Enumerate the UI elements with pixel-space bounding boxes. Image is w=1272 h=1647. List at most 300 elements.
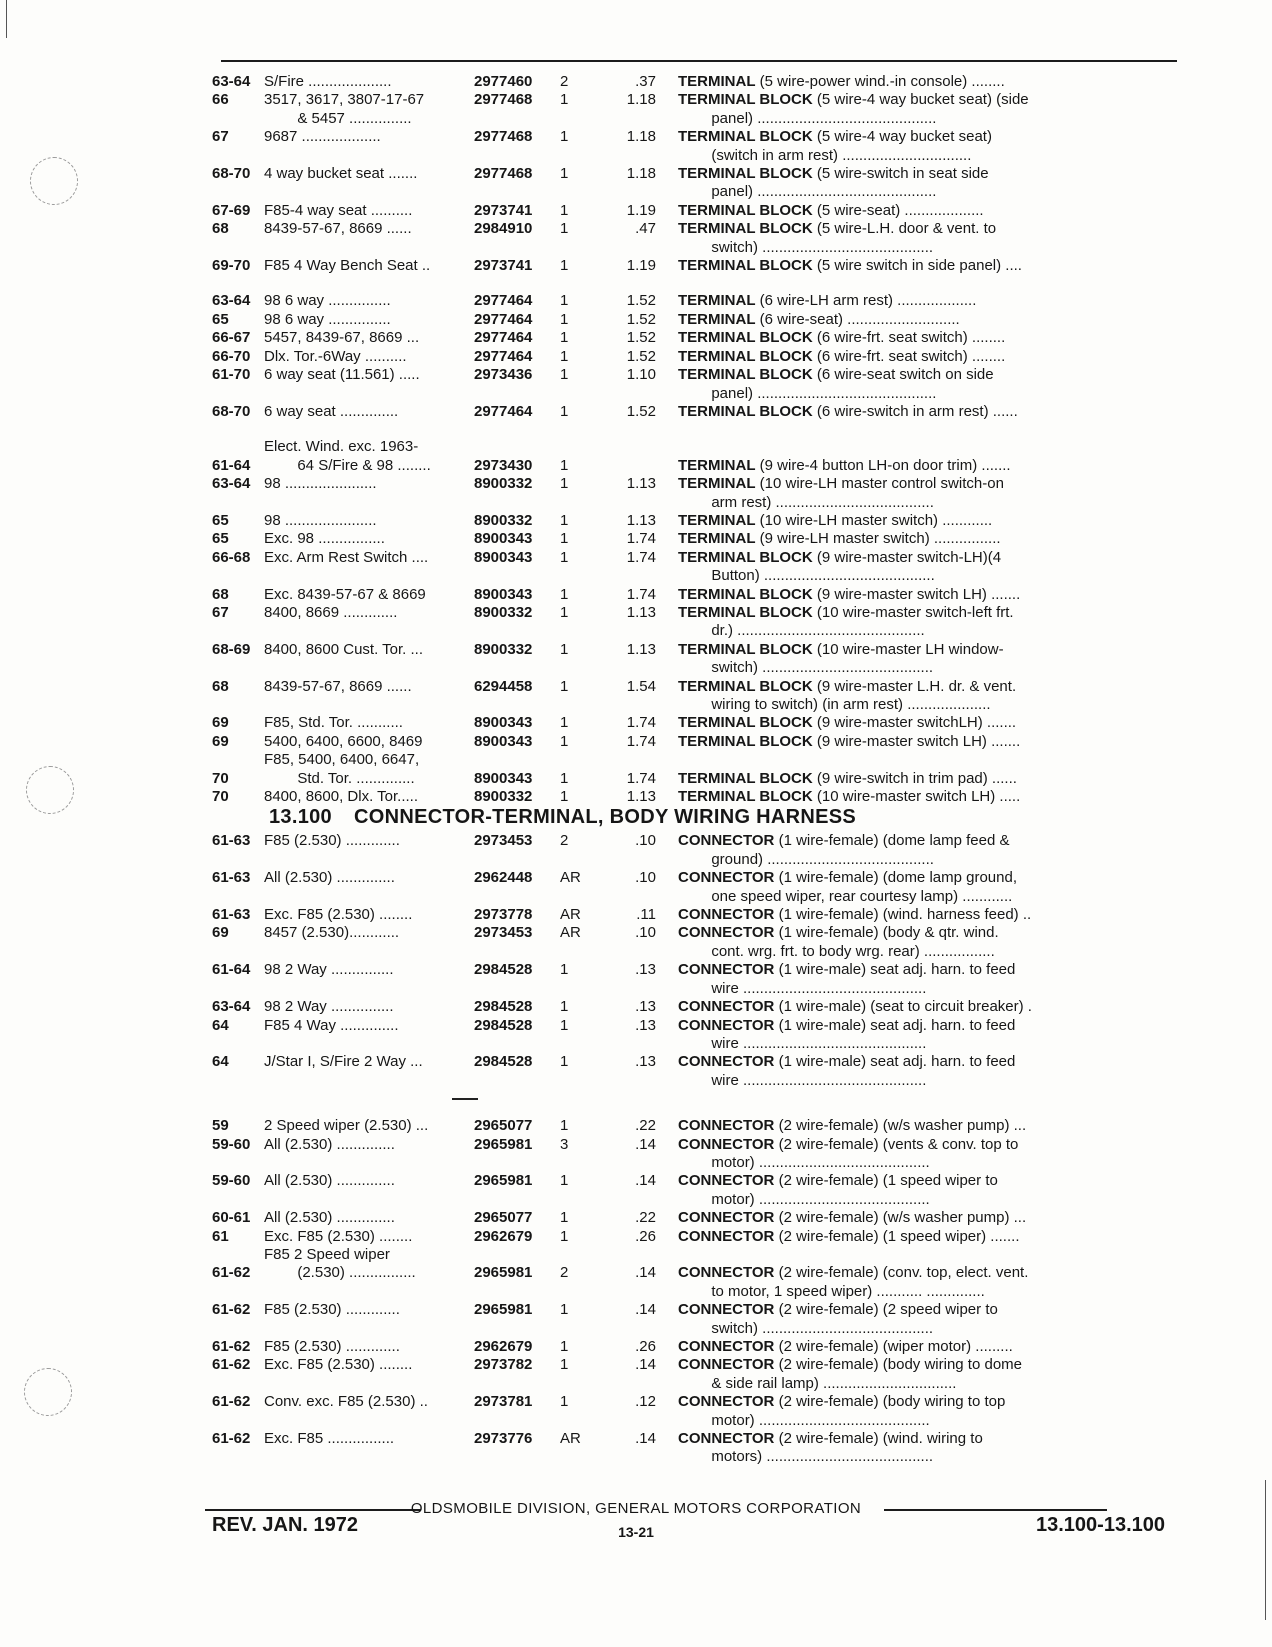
- description-cell: [678, 906, 1182, 924]
- quantity-cell: 1: [560, 1172, 569, 1190]
- description-cell: [678, 604, 1182, 641]
- part-detail: (2 wire-female) (vents & conv. top to motor) .........................................: [711, 1135, 1019, 1171]
- price-cell: 1.74: [626, 769, 656, 787]
- year-cell: 69: [212, 714, 229, 732]
- list-item: [212, 1228, 1182, 1246]
- model-cell: Conv. exc. F85 (2.530) ..: [264, 1393, 428, 1411]
- description-cell: [678, 165, 1182, 202]
- description-cell: [678, 530, 1182, 548]
- year-cell: 61-62: [212, 1430, 251, 1448]
- part-number-cell: 2984528: [474, 1053, 533, 1071]
- price-cell: .14: [635, 1356, 656, 1374]
- part-number-cell: 2973741: [474, 257, 533, 275]
- quantity-cell: 1: [560, 1209, 569, 1227]
- list-item: [212, 906, 1182, 924]
- year-cell: 66: [212, 91, 229, 109]
- description-cell: [678, 91, 1182, 128]
- description-cell: [678, 998, 1182, 1016]
- list-item: [212, 366, 1182, 403]
- year-cell: 63-64: [212, 292, 251, 310]
- part-detail: (2 wire-female) (body wiring to dome & side rail lamp) ................................: [711, 1356, 1022, 1392]
- description-cell: [678, 257, 1182, 275]
- description-cell: [678, 586, 1182, 604]
- price-cell: 1.74: [626, 585, 656, 603]
- year-cell: 65: [212, 511, 229, 529]
- model-cell: F85 (2.530) .............: [264, 1337, 400, 1355]
- price-cell: .22: [635, 1209, 656, 1227]
- description-cell: [678, 438, 1182, 475]
- quantity-cell: 1: [560, 91, 569, 109]
- model-cell: Exc. Arm Rest Switch ....: [264, 548, 429, 566]
- quantity-cell: 1: [560, 220, 569, 238]
- year-cell: 68-69: [212, 640, 251, 658]
- part-number-cell: 2977464: [474, 329, 533, 347]
- quantity-cell: 1: [560, 1337, 569, 1355]
- model-cell: Exc. F85 (2.530) ........: [264, 1227, 413, 1245]
- part-detail: (1 wire-male) seat adj. harn. to feed wire ............................................: [711, 1053, 1016, 1089]
- list-item: [212, 714, 1182, 732]
- model-cell: All (2.530) ..............: [264, 869, 395, 887]
- quantity-cell: 1: [560, 548, 569, 566]
- price-cell: 1.74: [626, 714, 656, 732]
- year-cell: 63-64: [212, 475, 251, 493]
- list-item: [212, 165, 1182, 202]
- part-detail: (2 wire-female) (wind. wiring to motors) ........................................: [711, 1430, 983, 1466]
- part-number-cell: 2965981: [474, 1264, 533, 1282]
- year-cell: 61-62: [212, 1301, 251, 1319]
- part-detail: (2 wire-female) (w/s washer pump) ...: [774, 1209, 1027, 1227]
- year-cell: 66-68: [212, 548, 251, 566]
- part-detail: (1 wire-female) (dome lamp ground, one speed wiper, rear courtesy lamp) ............: [711, 869, 1017, 905]
- price-cell: .12: [635, 1393, 656, 1411]
- model-cell: Elect. Wind. exc. 1963- 64 S/Fire & 98 ........: [264, 438, 431, 474]
- part-detail: (10 wire-master LH window- switch) .........................................: [711, 640, 1004, 677]
- year-cell: 70: [212, 769, 229, 787]
- price-cell: .26: [635, 1337, 656, 1355]
- price-cell: .10: [635, 924, 656, 942]
- part-name: TERMINAL: [678, 456, 756, 474]
- price-cell: 1.52: [626, 310, 656, 328]
- quantity-cell: 2: [560, 1264, 569, 1282]
- quantity-cell: 1: [560, 402, 569, 420]
- part-number-cell: 2965077: [474, 1209, 533, 1227]
- model-cell: 2 Speed wiper (2.530) ...: [264, 1117, 429, 1135]
- price-cell: .13: [635, 1053, 656, 1071]
- part-detail: (1 wire-male) (seat to circuit breaker) .: [774, 998, 1032, 1016]
- description-cell: [678, 1301, 1182, 1338]
- list-item: [212, 73, 1182, 91]
- part-number-cell: 2984528: [474, 1016, 533, 1034]
- part-name: TERMINAL: [678, 310, 756, 328]
- description-cell: [678, 311, 1182, 329]
- part-detail: (9 wire-LH master switch) ................: [755, 530, 1001, 548]
- year-cell: 61-64: [212, 961, 251, 979]
- list-item: [212, 788, 1182, 806]
- year-cell: 61-70: [212, 366, 251, 384]
- part-name: CONNECTOR: [678, 1227, 775, 1245]
- part-detail: (5 wire-4 way bucket seat) (switch in arm rest) ...............................: [711, 128, 992, 164]
- part-number-cell: 2984910: [474, 220, 533, 238]
- description-cell: [678, 1117, 1182, 1135]
- model-cell: 8400, 8669 .............: [264, 603, 398, 621]
- part-number-cell: 8900332: [474, 511, 533, 529]
- price-cell: 1.10: [626, 366, 656, 384]
- footer-group-range: 13.100-13.100: [1035, 1514, 1165, 1536]
- year-cell: 61-62: [212, 1264, 251, 1282]
- quantity-cell: 1: [560, 1227, 569, 1245]
- description-cell: [678, 1172, 1182, 1209]
- list-item: [212, 128, 1182, 165]
- part-number-cell: 2977464: [474, 292, 533, 310]
- price-cell: 1.52: [626, 329, 656, 347]
- list-item: [212, 1338, 1182, 1356]
- quantity-cell: 1: [560, 1356, 569, 1374]
- list-item: [212, 1017, 1182, 1054]
- part-number-cell: 2977464: [474, 402, 533, 420]
- description-cell: [678, 475, 1182, 512]
- price-cell: 1.13: [626, 788, 656, 806]
- quantity-cell: 1: [560, 1117, 569, 1135]
- list-item: [212, 961, 1182, 998]
- price-cell: 1.19: [626, 201, 656, 219]
- price-cell: 1.18: [626, 165, 656, 183]
- part-name: CONNECTOR: [678, 869, 775, 887]
- model-cell: J/Star I, S/Fire 2 Way ...: [264, 1053, 423, 1071]
- year-cell: 64: [212, 1053, 229, 1071]
- year-cell: 61-62: [212, 1393, 251, 1411]
- year-cell: 67: [212, 603, 229, 621]
- list-item: [212, 586, 1182, 604]
- part-detail: (10 wire-master switch-left frt. dr.) .............................................: [711, 603, 1014, 640]
- model-cell: 5400, 6400, 6600, 8469: [264, 732, 423, 750]
- left-edge-mark: [6, 0, 7, 38]
- model-cell: 6 way seat (11.561) .....: [264, 366, 420, 384]
- quantity-cell: 1: [560, 329, 569, 347]
- quantity-cell: 1: [560, 530, 569, 548]
- quantity-cell: AR: [560, 906, 581, 924]
- description-cell: [678, 128, 1182, 165]
- list-item: [212, 869, 1182, 906]
- part-name: CONNECTOR: [678, 924, 775, 942]
- description-cell: [678, 366, 1182, 403]
- part-number-cell: 2973436: [474, 366, 533, 384]
- price-cell: .26: [635, 1227, 656, 1245]
- part-name: TERMINAL BLOCK: [678, 366, 813, 384]
- list-item: [212, 1053, 1182, 1090]
- list-item: [212, 438, 1182, 475]
- part-number-cell: 2973453: [474, 832, 533, 850]
- model-cell: F85 2 Speed wiper (2.530) ................: [264, 1245, 416, 1282]
- part-name: CONNECTOR: [678, 1053, 775, 1071]
- part-number-cell: 8900343: [474, 530, 533, 548]
- part-name: TERMINAL BLOCK: [678, 714, 813, 732]
- price-cell: .13: [635, 961, 656, 979]
- quantity-cell: AR: [560, 869, 581, 887]
- price-cell: 1.19: [626, 257, 656, 275]
- quantity-cell: 1: [560, 714, 569, 732]
- quantity-cell: 2: [560, 73, 569, 90]
- quantity-cell: 1: [560, 456, 569, 474]
- description-cell: [678, 751, 1182, 788]
- binder-hole-3: [24, 1368, 72, 1416]
- footer-corporation: OLDSMOBILE DIVISION, GENERAL MOTORS CORPORATION: [410, 1500, 862, 1517]
- part-number-cell: 2973741: [474, 201, 533, 219]
- price-cell: .22: [635, 1117, 656, 1135]
- part-detail: (5 wire switch in side panel) ....: [812, 257, 1022, 275]
- description-cell: [678, 73, 1182, 91]
- price-cell: 1.13: [626, 603, 656, 621]
- description-cell: [678, 220, 1182, 257]
- price-cell: 1.52: [626, 402, 656, 420]
- part-detail: (2 wire-female) (2 speed wiper to switch) .........................................: [711, 1301, 998, 1337]
- price-cell: 1.74: [626, 530, 656, 548]
- model-cell: 98 ......................: [264, 475, 377, 493]
- part-number-cell: 8900332: [474, 640, 533, 658]
- year-cell: 61-62: [212, 1337, 251, 1355]
- part-detail: (9 wire-master switch-LH)(4 Button) .........................................: [711, 548, 1002, 585]
- year-cell: 65: [212, 310, 229, 328]
- part-number-cell: 2977464: [474, 347, 533, 365]
- quantity-cell: 1: [560, 201, 569, 219]
- part-number-cell: 8900343: [474, 548, 533, 566]
- model-cell: 5457, 8439-67, 8669 ...: [264, 329, 420, 347]
- price-cell: .11: [636, 906, 656, 924]
- part-detail: (9 wire-master switchLH) .......: [812, 714, 1017, 732]
- list-item: [212, 202, 1182, 220]
- quantity-cell: AR: [560, 924, 581, 942]
- part-number-cell: 2977460: [474, 73, 533, 90]
- model-cell: Exc. 98 ................: [264, 530, 385, 548]
- year-cell: 69-70: [212, 257, 251, 275]
- part-number-cell: 2962679: [474, 1227, 533, 1245]
- part-detail: (2 wire-female) (1 speed wiper to motor) .........................................: [711, 1172, 998, 1208]
- year-cell: 59-60: [212, 1172, 251, 1190]
- list-item: [212, 604, 1182, 641]
- part-detail: (1 wire-female) (body & qtr. wind. cont. wrg. frt. to body wrg. rear) .................: [711, 924, 999, 960]
- model-cell: F85 4 Way Bench Seat ..: [264, 257, 431, 275]
- list-item: [212, 924, 1182, 961]
- price-cell: 1.52: [626, 292, 656, 310]
- year-cell: 59-60: [212, 1135, 251, 1153]
- list-item: [212, 641, 1182, 678]
- quantity-cell: 1: [560, 1393, 569, 1411]
- description-cell: [678, 512, 1182, 530]
- price-cell: .14: [635, 1430, 656, 1448]
- model-cell: Exc. F85 (2.530) ........: [264, 906, 413, 924]
- year-cell: 67-69: [212, 201, 251, 219]
- model-cell: F85 (2.530) .............: [264, 1301, 400, 1319]
- model-cell: Dlx. Tor.-6Way ..........: [264, 347, 407, 365]
- price-cell: 1.74: [626, 732, 656, 750]
- year-cell: 68-70: [212, 402, 251, 420]
- year-cell: 66-67: [212, 329, 251, 347]
- year-cell: 61-62: [212, 1356, 251, 1374]
- quantity-cell: 1: [560, 292, 569, 310]
- quantity-cell: 1: [560, 310, 569, 328]
- list-item: [212, 1246, 1182, 1301]
- quantity-cell: 1: [560, 769, 569, 787]
- part-number-cell: 2973781: [474, 1393, 533, 1411]
- description-cell: [678, 329, 1182, 347]
- quantity-cell: 1: [560, 128, 569, 146]
- part-number-cell: 2977468: [474, 165, 533, 183]
- model-cell: 8457 (2.530)............: [264, 924, 400, 942]
- model-cell: 6 way seat ..............: [264, 402, 399, 420]
- part-name: TERMINAL BLOCK: [678, 677, 813, 695]
- part-number-cell: 6294458: [474, 677, 533, 695]
- model-cell: 98 ......................: [264, 511, 377, 529]
- part-detail: (2 wire-female) (w/s washer pump) ...: [774, 1117, 1027, 1135]
- part-name: TERMINAL: [678, 530, 756, 548]
- price-cell: 1.13: [626, 511, 656, 529]
- description-cell: [678, 788, 1182, 806]
- part-detail: (2 wire-female) (body wiring to top motor) .........................................: [711, 1393, 1006, 1429]
- price-cell: .47: [635, 220, 656, 238]
- list-item: [212, 1209, 1182, 1227]
- part-detail: (9 wire-master switch LH) .......: [812, 732, 1021, 750]
- section-number: 13.100: [269, 806, 332, 829]
- list-item: [212, 1117, 1182, 1135]
- list-item: [212, 220, 1182, 257]
- part-name: CONNECTOR: [678, 1016, 775, 1034]
- part-name: TERMINAL BLOCK: [678, 640, 813, 658]
- part-name: TERMINAL: [678, 511, 756, 529]
- price-cell: .10: [635, 869, 656, 887]
- list-item: [212, 292, 1182, 310]
- part-number-cell: 2973778: [474, 906, 533, 924]
- part-name: CONNECTOR: [678, 1337, 775, 1355]
- part-number-cell: 8900332: [474, 603, 533, 621]
- model-cell: F85 4 Way ..............: [264, 1016, 399, 1034]
- model-cell: All (2.530) ..............: [264, 1135, 395, 1153]
- part-detail: (6 wire-seat switch on side panel) ...........................................: [711, 366, 994, 402]
- model-cell: 8400, 8600 Cust. Tor. ...: [264, 640, 423, 658]
- quantity-cell: 1: [560, 998, 569, 1016]
- model-cell: 8439-57-67, 8669 ......: [264, 220, 412, 238]
- part-number-cell: 8900343: [474, 769, 533, 787]
- part-name: TERMINAL: [678, 292, 756, 310]
- list-item: [212, 751, 1182, 788]
- list-item: [212, 1430, 1182, 1467]
- model-cell: 4 way bucket seat .......: [264, 165, 418, 183]
- part-name: CONNECTOR: [678, 1430, 775, 1448]
- quantity-cell: 1: [560, 961, 569, 979]
- part-detail: (1 wire-male) seat adj. harn. to feed wire ............................................: [711, 1016, 1016, 1052]
- quantity-cell: 1: [560, 603, 569, 621]
- year-cell: 69: [212, 924, 229, 942]
- description-cell: [678, 1017, 1182, 1054]
- quantity-cell: 1: [560, 257, 569, 275]
- list-item: [212, 1136, 1182, 1173]
- model-cell: 9687 ...................: [264, 128, 381, 146]
- quantity-cell: 1: [560, 1053, 569, 1071]
- part-number-cell: 2984528: [474, 961, 533, 979]
- list-item: [212, 512, 1182, 530]
- model-cell: 8400, 8600, Dlx. Tor.....: [264, 788, 418, 806]
- model-cell: 98 6 way ...............: [264, 292, 391, 310]
- part-number-cell: 8900343: [474, 732, 533, 750]
- year-cell: 60-61: [212, 1209, 251, 1227]
- part-detail: (6 wire-switch in arm rest) ......: [812, 402, 1018, 420]
- terminal-section: [212, 73, 1182, 806]
- part-detail: (10 wire-LH master switch) ............: [755, 511, 993, 529]
- year-cell: 68: [212, 585, 229, 603]
- description-cell: [678, 1246, 1182, 1301]
- model-cell: Exc. 8439-57-67 & 8669: [264, 585, 426, 603]
- part-number-cell: 2965981: [474, 1135, 533, 1153]
- model-cell: S/Fire ....................: [264, 73, 392, 90]
- year-cell: 68-70: [212, 165, 251, 183]
- part-detail: (1 wire-female) (wind. harness feed) ..: [774, 906, 1032, 924]
- footer-page-number: 13-21: [618, 1524, 654, 1540]
- list-item: [212, 549, 1182, 586]
- part-name: TERMINAL BLOCK: [678, 329, 813, 347]
- part-detail: (5 wire-switch in seat side panel) ...........................................: [711, 165, 989, 201]
- year-cell: 68: [212, 677, 229, 695]
- list-item: [212, 348, 1182, 366]
- list-item: [212, 257, 1182, 275]
- list-item: [212, 403, 1182, 421]
- part-name: TERMINAL BLOCK: [678, 769, 813, 787]
- list-item: [212, 733, 1182, 751]
- part-name: CONNECTOR: [678, 1135, 775, 1153]
- description-cell: [678, 1053, 1182, 1090]
- part-number-cell: 8900343: [474, 585, 533, 603]
- top-rule: [221, 60, 1177, 62]
- year-cell: 69: [212, 732, 229, 750]
- year-cell: 61-63: [212, 832, 251, 850]
- list-item: [212, 329, 1182, 347]
- description-cell: [678, 1356, 1182, 1393]
- part-detail: (9 wire-4 button LH-on door trim) .......: [755, 456, 1011, 474]
- description-cell: [678, 1136, 1182, 1173]
- part-name: CONNECTOR: [678, 1264, 775, 1282]
- model-cell: Exc. F85 ................: [264, 1430, 395, 1448]
- price-cell: 1.18: [626, 91, 656, 109]
- part-name: CONNECTOR: [678, 1393, 775, 1411]
- description-cell: [678, 641, 1182, 678]
- model-cell: F85-4 way seat ..........: [264, 201, 413, 219]
- model-cell: F85 (2.530) .............: [264, 832, 400, 850]
- footer-revision: REV. JAN. 1972: [212, 1514, 359, 1536]
- price-cell: 1.18: [626, 128, 656, 146]
- list-item: [212, 1393, 1182, 1430]
- year-cell: 61-63: [212, 869, 251, 887]
- part-name: TERMINAL BLOCK: [678, 603, 813, 621]
- year-cell: 67: [212, 128, 229, 146]
- part-number-cell: 2965981: [474, 1172, 533, 1190]
- quantity-cell: 1: [560, 585, 569, 603]
- description-cell: [678, 961, 1182, 998]
- part-detail: (1 wire-male) seat adj. harn. to feed wire ............................................: [711, 961, 1016, 997]
- part-number-cell: 2984528: [474, 998, 533, 1016]
- description-cell: [678, 714, 1182, 732]
- price-cell: .37: [635, 73, 656, 90]
- model-cell: 8439-57-67, 8669 ......: [264, 677, 412, 695]
- part-detail: (2 wire-female) (conv. top, elect. vent. to motor, 1 speed wiper) ........... ..............: [711, 1264, 1029, 1300]
- description-cell: [678, 1228, 1182, 1246]
- price-cell: 1.13: [626, 475, 656, 493]
- year-cell: 70: [212, 788, 229, 806]
- list-item: [212, 998, 1182, 1016]
- description-cell: [678, 832, 1182, 869]
- year-cell: 64: [212, 1016, 229, 1034]
- part-name: TERMINAL BLOCK: [678, 788, 813, 806]
- part-detail: (5 wire-power wind.-in console) ........: [755, 73, 1005, 90]
- part-name: TERMINAL BLOCK: [678, 165, 813, 183]
- part-name: CONNECTOR: [678, 832, 775, 850]
- connector-section: [212, 832, 1182, 1466]
